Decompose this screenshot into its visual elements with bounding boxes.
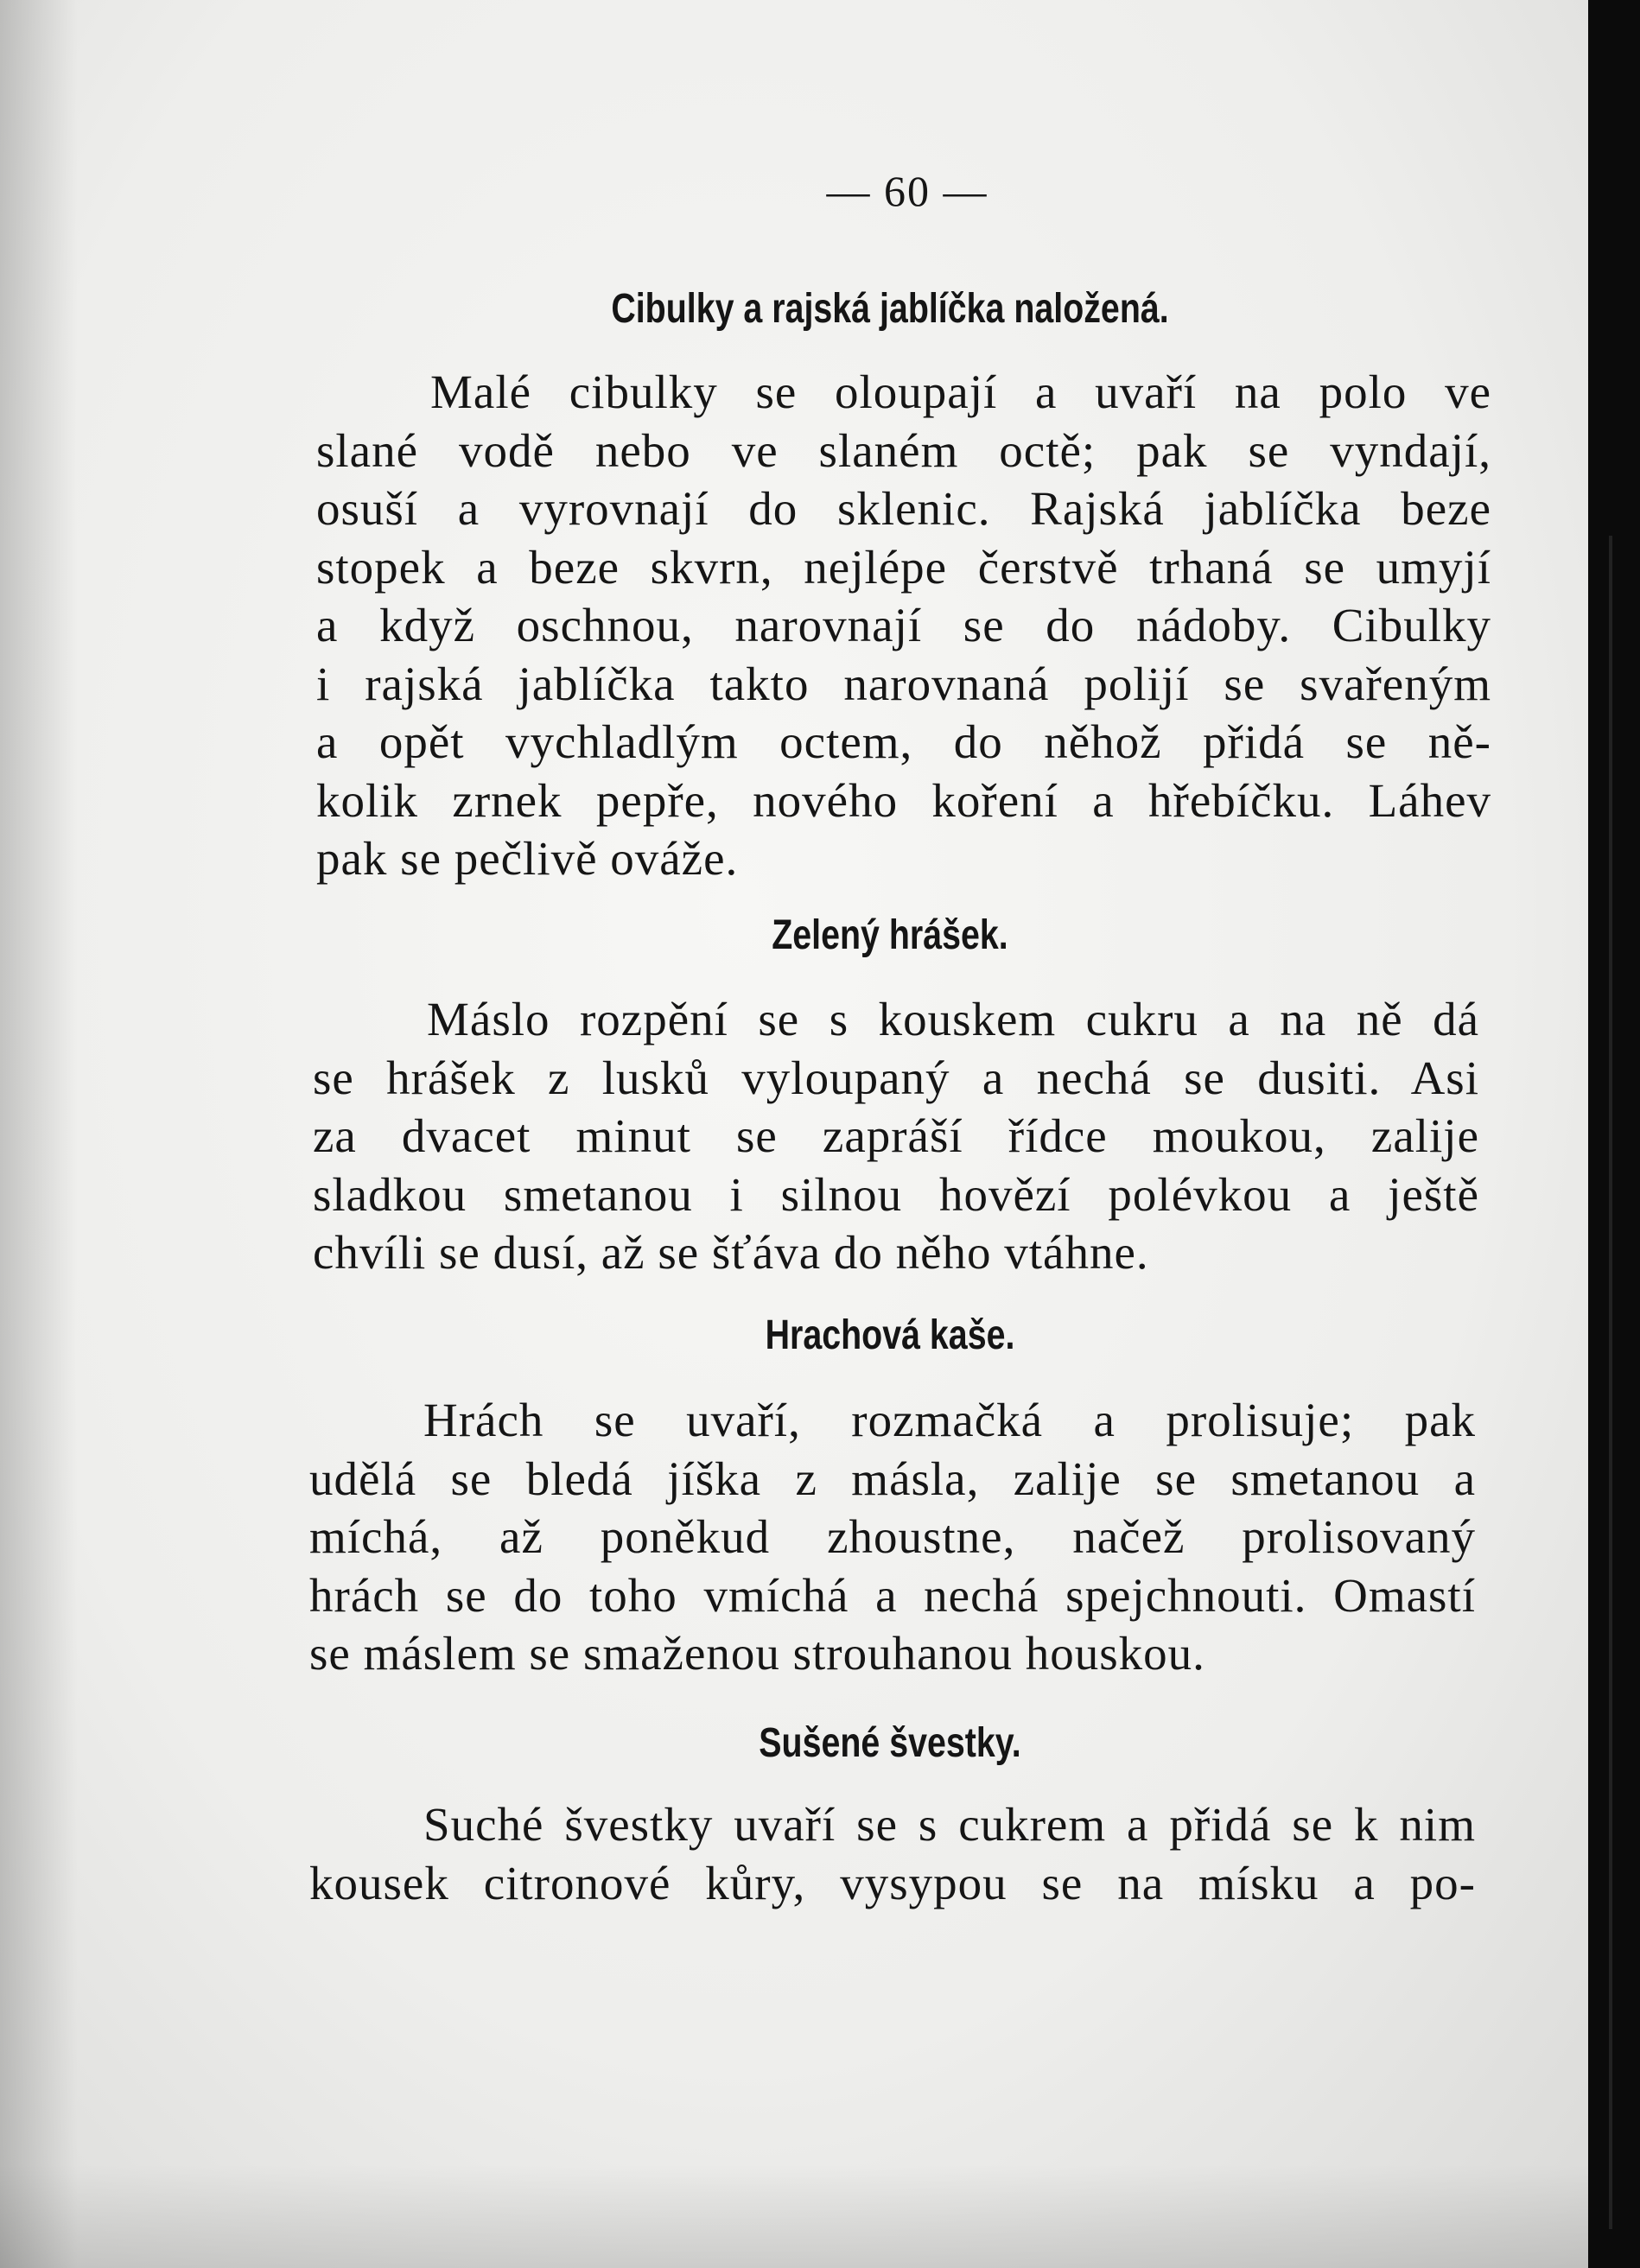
- text-line: sladkou smetanou i silnou hovězí polévkou a ještě: [313, 1167, 1479, 1221]
- text-line: za dvacet minut se zapráší řídce moukou, zalije: [313, 1109, 1479, 1162]
- text-line: hrách se do toho vmíchá a nechá spejchnouti. Omastí: [309, 1568, 1476, 1622]
- text-line: se máslem se smaženou strouhanou houskou.: [309, 1627, 1205, 1680]
- text-line: stopek a beze skvrn, nejlépe čerstvě trhaná se umyjí: [316, 540, 1491, 594]
- text-line: se hrášek z lusků vyloupaný a nechá se dusiti. Asi: [313, 1051, 1479, 1104]
- left-edge-shadow: [0, 0, 78, 2268]
- section-heading-cibulky: Cibulky a rajská jablíčka naložená.: [611, 286, 1169, 332]
- section-body-hrachova-kase: [309, 1391, 1476, 1683]
- right-scan-border: [1588, 0, 1640, 2268]
- section-body-cibulky: [316, 363, 1491, 888]
- page-edge-line: [1609, 536, 1612, 2229]
- text-line: kousek citronové kůry, vysypou se na mísku a po-: [309, 1856, 1476, 1909]
- page-number: — 60 —: [826, 167, 988, 215]
- text-line: a když oschnou, narovnají se do nádoby. Cibulky: [316, 599, 1491, 651]
- section-body-susene-svestky: [309, 1795, 1476, 1912]
- text-line: i rajská jablíčka takto narovnaná polijí se svařeným: [316, 657, 1491, 710]
- text-line: chvíli se dusí, až se šťáva do něho vtáhne.: [313, 1226, 1149, 1279]
- text-line: slané vodě nebo ve slaném octě; pak se vyndají,: [316, 423, 1491, 477]
- text-line: a opět vychladlým octem, do něhož přidá se ně-: [316, 715, 1491, 768]
- section-heading-susene-svestky: Sušené švestky.: [759, 1720, 1021, 1766]
- text-line: Malé cibulky se oloupají a uvaří na polo ve: [430, 365, 1491, 418]
- text-line: Hrách se uvaří, rozmačká a prolisuje; pak: [423, 1394, 1476, 1446]
- text-line: Suché švestky uvaří se s cukrem a přidá se k nim: [423, 1798, 1476, 1851]
- bottom-edge-shadow: [0, 2164, 1640, 2268]
- text-line: kolik zrnek pepře, nového koření a hřebíčku. Láhev: [316, 773, 1491, 827]
- text-line: udělá se bledá jíška z másla, zalije se smetanou a: [309, 1452, 1476, 1505]
- text-line: pak se pečlivě ováže.: [316, 832, 739, 885]
- section-heading-zeleny-hrasek: Zelený hrášek.: [772, 912, 1008, 958]
- section-body-zeleny-hrasek: [313, 990, 1479, 1282]
- text-line: Máslo rozpění se s kouskem cukru a na ně dá: [427, 993, 1479, 1045]
- section-heading-hrachova-kase: Hrachová kaše.: [765, 1312, 1015, 1358]
- text-line: osuší a vyrovnají do sklenic. Rajská jablíčka beze: [316, 482, 1491, 535]
- text-line: míchá, až poněkud zhoustne, načež prolisovaný: [309, 1510, 1476, 1563]
